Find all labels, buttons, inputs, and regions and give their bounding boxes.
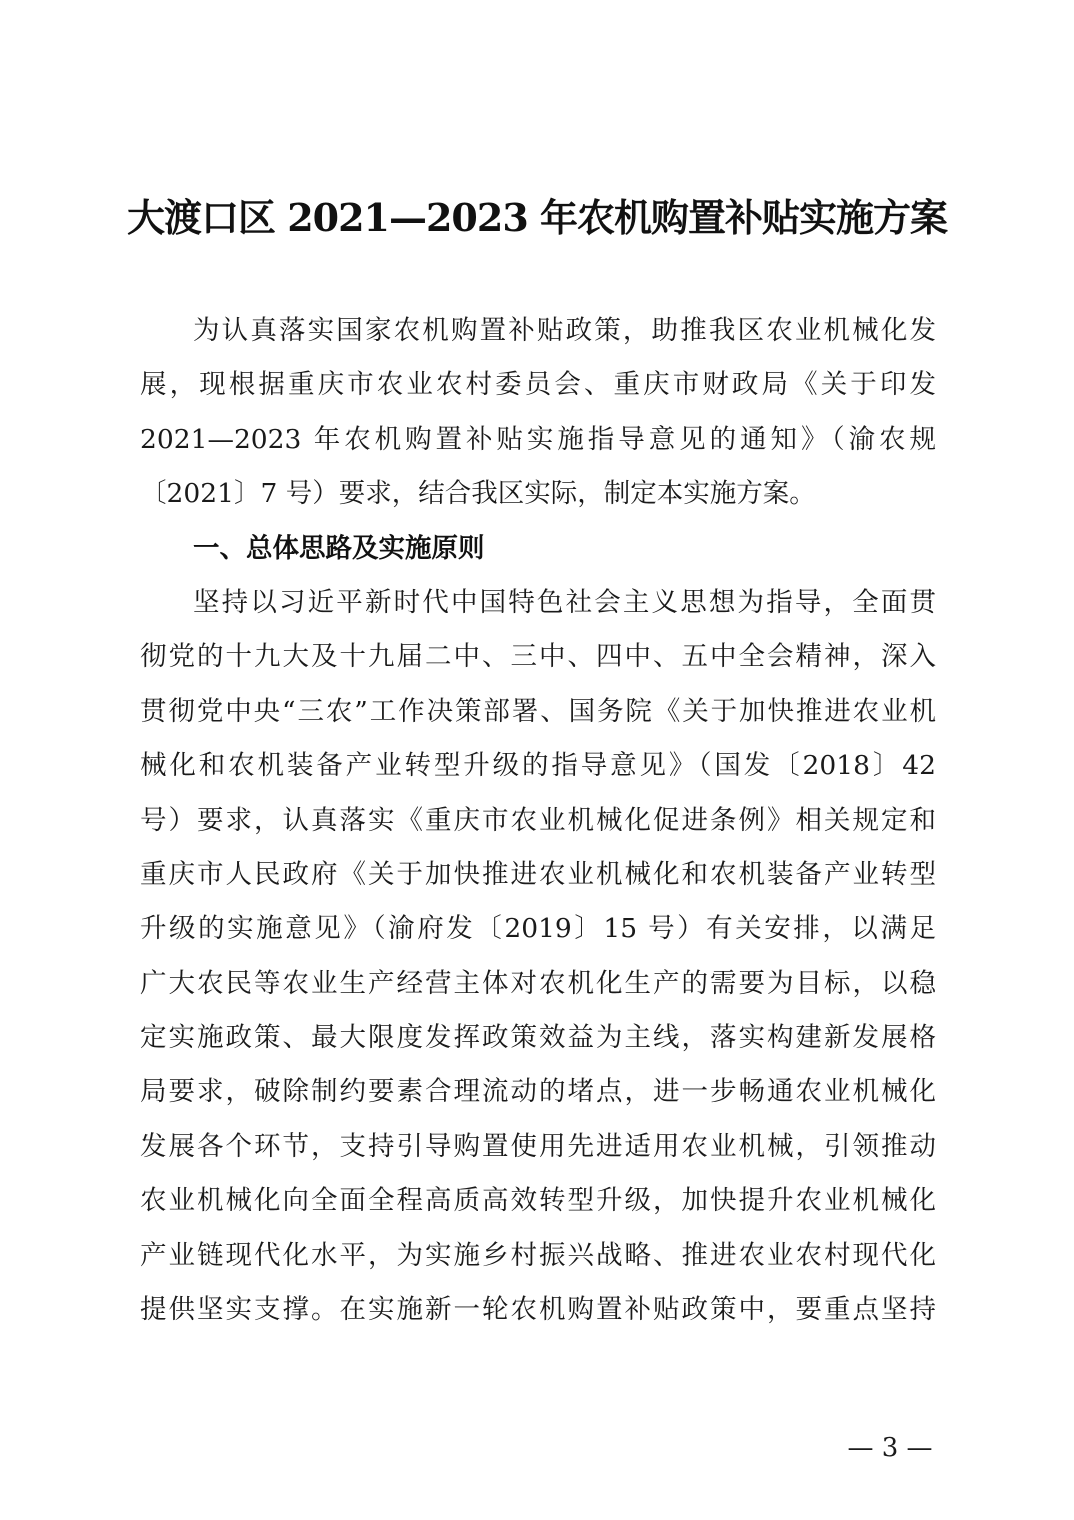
paragraph-2-line: 重庆市人民政府《关于加快推进农业机械化和农机装备产业转型 — [140, 858, 936, 890]
paragraph-2-line: 定实施政策、最大限度发挥政策效益为主线，落实构建新发展格 — [140, 1022, 936, 1054]
paragraph-2-line: 局要求，破除制约要素合理流动的堵点，进一步畅通农业机械化 — [140, 1076, 936, 1108]
paragraph-2-line: 升级的实施意见》（渝府发〔2019〕15 号）有关安排，以满足 — [140, 913, 936, 945]
paragraph-2-line: 彻党的十九大及十九届二中、三中、四中、五中全会精神，深入 — [140, 641, 936, 673]
paragraph-2-line: 农业机械化向全面全程高质高效转型升级，加快提升农业机械化 — [140, 1185, 936, 1217]
section-1-heading: 一、总体思路及实施原则 — [193, 532, 485, 564]
document-body — [140, 304, 936, 1337]
paragraph-2-line: 产业链现代化水平，为实施乡村振兴战略、推进农业农村现代化 — [140, 1239, 936, 1271]
page-number: — 3 — — [847, 1433, 933, 1463]
paragraph-2-line: 号）要求，认真落实《重庆市农业机械化促进条例》相关规定和 — [140, 804, 936, 836]
paragraph-2-line: 坚持以习近平新时代中国特色社会主义思想为指导，全面贯 — [193, 586, 936, 618]
paragraph-1-line: 〔2021〕7 号）要求，结合我区实际，制定本实施方案。 — [140, 478, 816, 510]
paragraph-1-line: 展，现根据重庆市农业农村委员会、重庆市财政局《关于印发 — [140, 369, 936, 401]
paragraph-2-line: 贯彻党中央“三农”工作决策部署、国务院《关于加快推进农业机 — [140, 695, 936, 727]
paragraph-2-line: 广大农民等农业生产经营主体对农机化生产的需要为目标，以稳 — [140, 967, 936, 999]
document-title: 大渡口区 2021—2023 年农机购置补贴实施方案 — [127, 195, 947, 240]
paragraph-2-line: 提供坚实支撑。在实施新一轮农机购置补贴政策中，要重点坚持 — [140, 1294, 936, 1326]
paragraph-1-line: 为认真落实国家农机购置补贴政策，助推我区农业机械化发 — [193, 315, 936, 346]
paragraph-1-line: 2021—2023 年农机购置补贴实施指导意见的通知》（渝农规 — [140, 423, 936, 455]
paragraph-2-line: 发展各个环节，支持引导购置使用先进适用农业机械，引领推动 — [140, 1130, 936, 1162]
paragraph-2-line: 械化和农机装备产业转型升级的指导意见》（国发〔2018〕42 — [140, 750, 936, 782]
